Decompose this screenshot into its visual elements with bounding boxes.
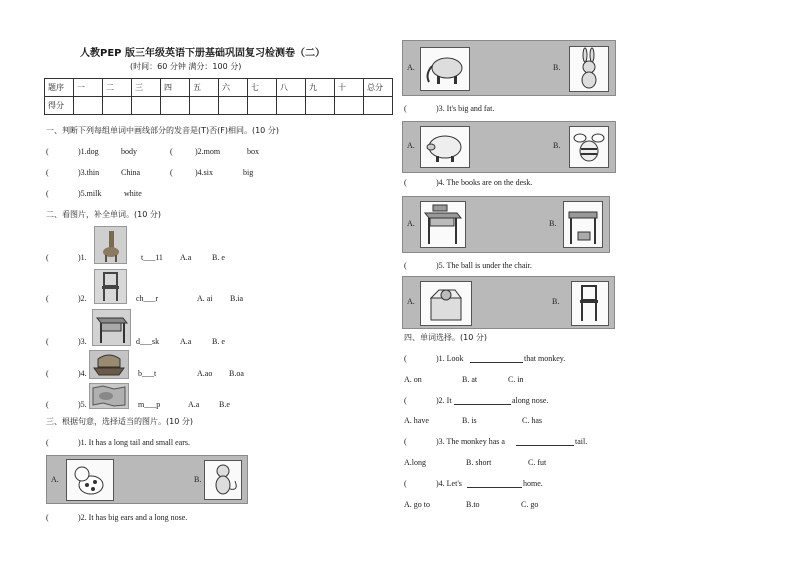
question-number: )4.	[78, 369, 87, 378]
map-icon	[89, 383, 129, 409]
table-cell: 九	[306, 79, 335, 97]
question-number: )3.	[78, 337, 87, 346]
word-blank: m___p	[138, 400, 161, 409]
option-a[interactable]: A.long	[404, 458, 426, 467]
option-c[interactable]: C. has	[522, 416, 542, 425]
option-a[interactable]: A.	[51, 475, 59, 484]
question-text: )3. The monkey has a	[436, 437, 505, 446]
question-tail: along nose.	[512, 396, 549, 405]
picture-choice-strip	[402, 40, 616, 96]
question-text: )2. It	[436, 396, 452, 405]
box-ball-icon[interactable]	[420, 281, 472, 326]
option-b[interactable]: B.e	[219, 400, 230, 409]
question-number: )2.mom	[195, 147, 221, 156]
paren: (	[170, 147, 173, 156]
table-cell: 二	[103, 79, 132, 97]
paren: (	[404, 479, 407, 488]
score-input-cell[interactable]	[335, 97, 364, 115]
option-c[interactable]: C. in	[508, 375, 524, 384]
paren: (	[46, 513, 49, 522]
score-input-cell[interactable]	[277, 97, 306, 115]
option-a[interactable]: A. go to	[404, 500, 430, 509]
score-input-cell[interactable]	[161, 97, 190, 115]
table-cell: 七	[248, 79, 277, 97]
option-a[interactable]: A. have	[404, 416, 429, 425]
boat-icon	[89, 350, 129, 379]
question-tail: home.	[523, 479, 543, 488]
question-text: )4. Let's	[436, 479, 462, 488]
giraffe-icon	[94, 226, 127, 264]
paren: (	[46, 369, 49, 378]
score-input-cell[interactable]	[219, 97, 248, 115]
score-input-cell[interactable]	[364, 97, 393, 115]
paren: (	[404, 178, 407, 187]
question-number: )5.	[78, 400, 87, 409]
section2-heading: 二、看图片，补全单词。(10 分)	[46, 210, 161, 219]
score-input-cell[interactable]	[103, 97, 132, 115]
option-b[interactable]: B.oa	[229, 369, 244, 378]
paren: (	[46, 438, 49, 447]
question-number: )5.milk	[78, 189, 102, 198]
option-a[interactable]: A.a	[180, 253, 192, 262]
word: China	[121, 168, 141, 177]
score-table-score-row	[45, 97, 393, 115]
answer-blank[interactable]	[516, 445, 574, 446]
table-cell: 得分	[45, 97, 74, 115]
word: big	[243, 168, 254, 177]
question-text: )3. It's big and fat.	[436, 104, 495, 113]
question-text: )2. It has big ears and a long nose.	[78, 513, 188, 522]
word: box	[247, 147, 259, 156]
score-input-cell[interactable]	[248, 97, 277, 115]
paren: (	[46, 189, 49, 198]
chair-icon[interactable]	[571, 281, 609, 326]
paren: (	[46, 400, 49, 409]
option-a[interactable]: A.ao	[197, 369, 213, 378]
table-cell: 四	[161, 79, 190, 97]
table-cell: 三	[132, 79, 161, 97]
chair-icon	[94, 269, 127, 304]
question-number: )1.	[78, 253, 87, 262]
option-b[interactable]: B. at	[462, 375, 478, 384]
word-blank: t___11	[141, 253, 163, 262]
option-a[interactable]: A. on	[404, 375, 422, 384]
score-input-cell[interactable]	[306, 97, 335, 115]
table-cell: 总分	[364, 79, 393, 97]
option-b[interactable]: B.ia	[230, 294, 244, 303]
option-a[interactable]: A.	[407, 219, 415, 228]
option-b[interactable]: B.	[553, 63, 561, 72]
monkey-icon[interactable]	[204, 460, 242, 500]
table-cell: 八	[277, 79, 306, 97]
word: body	[121, 147, 137, 156]
picture-choice-strip	[402, 196, 610, 253]
option-a[interactable]: A. ai	[197, 294, 213, 303]
paren: (	[46, 294, 49, 303]
desk-icon	[92, 309, 131, 346]
picture-choice-strip	[402, 121, 616, 173]
option-b[interactable]: B.	[549, 219, 557, 228]
table-cell: 一	[74, 79, 103, 97]
paren: (	[404, 104, 407, 113]
word-blank: ch___r	[136, 294, 159, 303]
score-table	[44, 78, 393, 115]
paren: (	[170, 168, 173, 177]
answer-blank[interactable]	[467, 487, 522, 488]
section4-heading: 四、单词选择。(10 分)	[404, 333, 487, 342]
question-tail: tail.	[575, 437, 588, 446]
question-number: )2.	[78, 294, 87, 303]
elephant-icon[interactable]	[420, 47, 470, 91]
option-b[interactable]: B. e	[212, 253, 225, 262]
desk-books-icon[interactable]	[420, 201, 466, 248]
option-b[interactable]: B. short	[466, 458, 492, 467]
question-text: )5. The ball is under the chair.	[436, 261, 532, 270]
option-b[interactable]: B.	[552, 297, 560, 306]
page-title: 人教PEP 版三年级英语下册基础巩固复习检测卷（二）	[80, 48, 325, 59]
word-blank: d___sk	[136, 337, 160, 346]
paren: (	[46, 168, 49, 177]
question-number: )1.dog	[78, 147, 99, 156]
option-b[interactable]: B. is	[462, 416, 477, 425]
paren: (	[404, 354, 407, 363]
question-number: )3.thin	[78, 168, 100, 177]
option-b[interactable]: B.	[553, 141, 561, 150]
question-text: )1. It has a long tail and small ears.	[78, 438, 190, 447]
option-a[interactable]: A.a	[180, 337, 192, 346]
table-cell: 十	[335, 79, 364, 97]
paren: (	[404, 396, 407, 405]
option-b[interactable]: B.to	[466, 500, 480, 509]
option-a[interactable]: A.	[407, 297, 415, 306]
page-subtitle: (时间：60 分钟 满分：100 分)	[130, 62, 242, 71]
score-input-cell[interactable]	[74, 97, 103, 115]
score-table-header-row	[45, 79, 393, 97]
score-input-cell[interactable]	[132, 97, 161, 115]
question-tail: that monkey.	[524, 354, 566, 363]
option-a[interactable]: A.	[407, 141, 415, 150]
option-a[interactable]: A.a	[188, 400, 200, 409]
option-c[interactable]: C. go	[521, 500, 539, 509]
option-c[interactable]: C. fut	[528, 458, 547, 467]
paren: (	[404, 437, 407, 446]
answer-blank[interactable]	[470, 362, 523, 363]
paren: (	[46, 253, 49, 262]
dog-icon[interactable]	[66, 459, 114, 501]
answer-blank[interactable]	[454, 404, 511, 405]
option-a[interactable]: A.	[407, 63, 415, 72]
table-cell: 六	[219, 79, 248, 97]
paren: (	[46, 147, 49, 156]
question-text: )1. Look	[436, 354, 464, 363]
desk-under-icon[interactable]	[563, 201, 603, 248]
word-blank: b___t	[138, 369, 157, 378]
word: white	[124, 189, 142, 198]
section1-heading: 一、判断下列每组单词中画线部分的发音是(T)否(F)相同。(10 分)	[46, 126, 279, 135]
picture-choice-strip	[46, 455, 248, 504]
option-b[interactable]: B.	[194, 475, 202, 484]
picture-choice-strip	[402, 276, 615, 329]
paren: (	[404, 261, 407, 270]
rabbit-icon[interactable]	[569, 46, 609, 92]
option-b[interactable]: B. e	[212, 337, 225, 346]
paren: (	[46, 337, 49, 346]
pig-icon[interactable]	[420, 126, 470, 168]
score-input-cell[interactable]	[190, 97, 219, 115]
question-number: )4.six	[195, 168, 213, 177]
question-text: )4. The books are on the desk.	[436, 178, 533, 187]
table-cell: 题序	[45, 79, 74, 97]
bee-icon[interactable]	[569, 126, 609, 168]
section3-heading: 三、根据句意，选择适当的图片。(10 分)	[46, 417, 193, 426]
table-cell: 五	[190, 79, 219, 97]
